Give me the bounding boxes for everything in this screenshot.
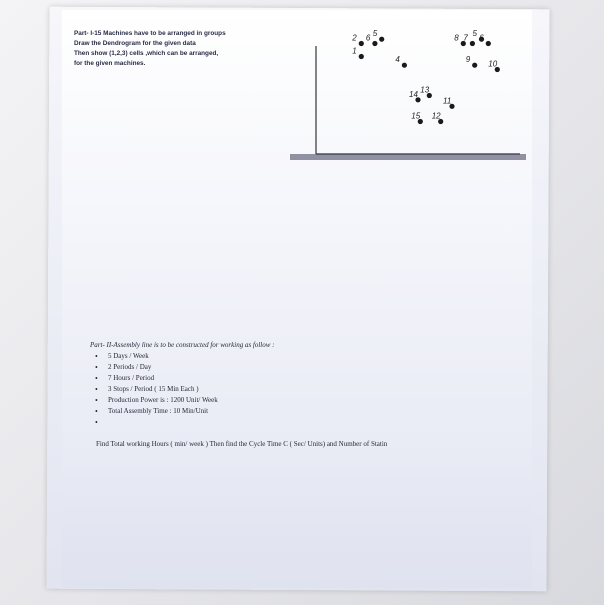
find-instruction: Find Total working Hours ( min/ week ) Then find the Cycle Time C ( Sec/ Units) and Number of Statin [96,440,388,448]
point-label: 15 [411,111,421,121]
list-item-text: 3 Stops / Period ( 15 Min Each ) [108,385,199,393]
part1-instructions [74,29,304,69]
point-label: 4 [395,55,400,65]
list-item-text: 7 Hours / Period [108,374,155,382]
part2-section [90,341,520,427]
part2-heading: Part- II-Assembly line is to be constructed for working as follow : [90,341,275,349]
list-item-text: 2 Periods / Day [108,363,152,371]
list-item [90,406,520,417]
data-point [402,63,407,68]
list-item-text: 5 Days / Week [108,352,149,360]
list-item [90,395,520,406]
point-label: 11 [443,96,452,106]
point-label: 8 [454,33,459,43]
bullet-icon: • [95,363,98,372]
list-item [90,351,520,362]
point-label: 14 [409,89,418,99]
part1-line: Draw the Dendrogram for the given data [74,40,196,47]
part1-line: Part- I-15 Machines have to be arranged in groups [74,30,226,37]
point-label: 5 [372,29,378,39]
point-label: 7 [463,33,468,43]
bullet-icon: • [95,407,98,416]
list-item-text: Total Assembly Time : 10 Min/Unit [108,407,209,415]
point-label: 12 [431,111,441,121]
list-item-text: Production Power is : 1200 Unit/ Week [108,396,218,404]
list-item [90,373,520,384]
data-point [379,37,384,42]
list-item [90,362,520,373]
data-point [359,54,364,59]
data-point [486,41,491,46]
part1-line: Then show (1,2,3) cells ,which can be arranged, [74,50,219,57]
bullet-icon: • [95,396,98,405]
point-label: 6 [365,33,371,43]
bullet-icon: • [95,385,98,394]
point-label: 13 [420,85,430,95]
part1-line: for the given machines. [74,60,146,67]
point-label: 9 [465,55,471,65]
point-label: 1 [352,46,357,56]
data-point [470,41,475,46]
data-point [372,41,377,46]
list-item [90,384,520,395]
point-label: 2 [352,33,357,43]
point-label: 10 [488,59,498,69]
point-label: 6 [479,33,484,43]
point-label: 5 [472,29,477,39]
data-point [359,41,364,46]
part2-bullet-list [90,351,520,427]
scatter-svg [290,14,530,164]
data-point [472,63,477,68]
bullet-icon: • [95,352,98,361]
bullet-icon: • [95,374,98,383]
axis-shadow-band [290,154,526,160]
machine-scatter-plot [290,14,530,164]
bullet-icon: • [95,418,98,427]
